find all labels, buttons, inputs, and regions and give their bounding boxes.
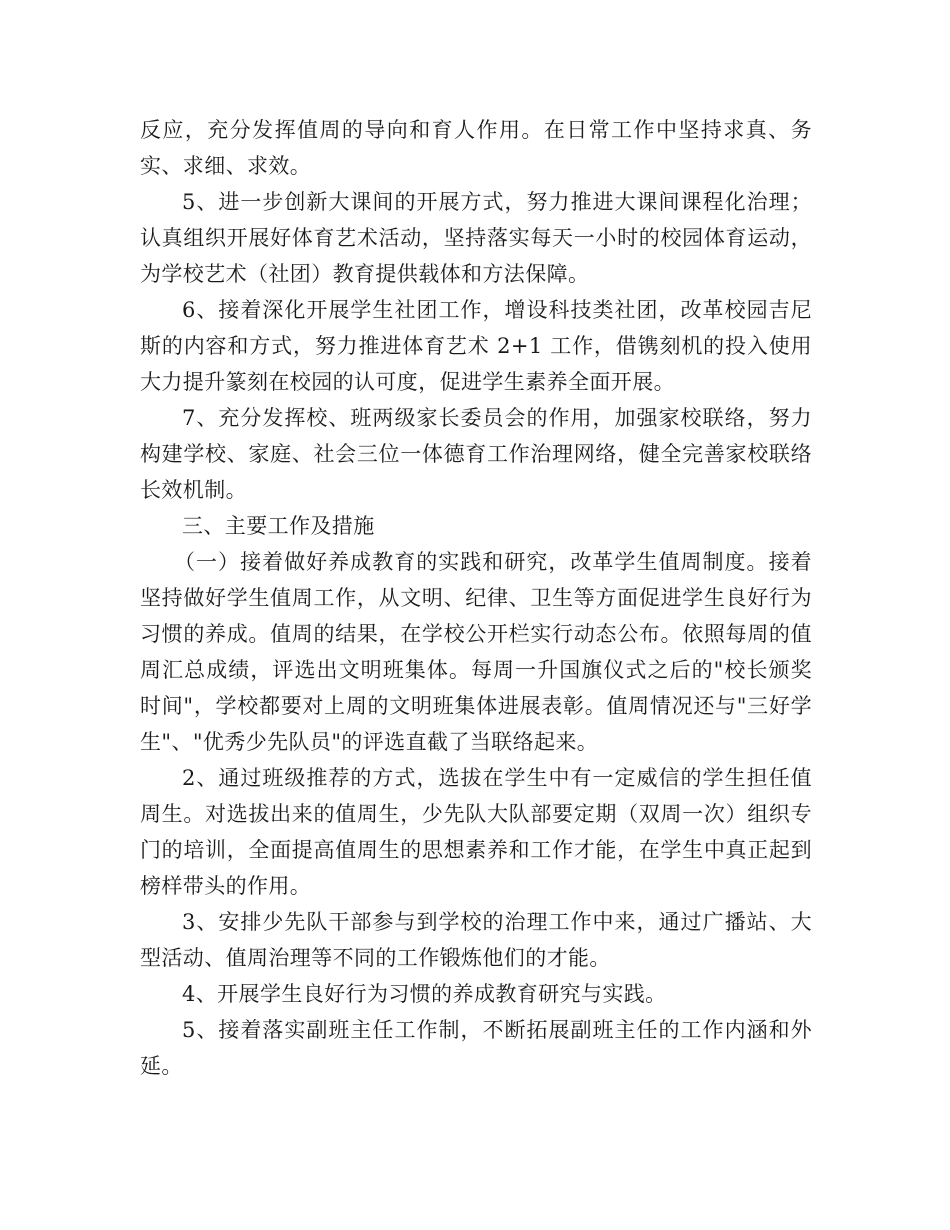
document-body (140, 112, 812, 1084)
paragraph-continuation: 反应，充分发挥值周的导向和育人作用。在日常工作中坚持求真、务实、求细、求效。 (140, 118, 812, 178)
paragraph-measure-5: 5、接着落实副班主任工作制，不断拓展副班主任的工作内涵和外延。 (140, 1018, 812, 1078)
paragraph-subsection-1: （一）接着做好养成教育的实践和研究，改革学生值周制度。接着坚持做好学生值周工作，从文明、纪律、卫生等方面促进学生良好行为习惯的养成。值周的结果，在学校公开栏实行动态公布。依照每周的值周汇总成绩，评选出文明班集体。每周一升国旗仪式之后的"校长颁奖时间"，学校都要对上周的文明班集体进展表彰。值周情况还与"三好学生"、"优秀少先队员"的评选直截了当联络起来。 (140, 550, 812, 754)
section-heading: 三、主要工作及措施 (182, 514, 375, 538)
paragraph-item-7: 7、充分发挥校、班两级家长委员会的作用，加强家校联络，努力构建学校、家庭、社会三位一体德育工作治理网络，健全完善家校联络长效机制。 (140, 406, 812, 502)
paragraph-measure-4: 4、开展学生良好行为习惯的养成教育研究与实践。 (182, 982, 667, 1006)
paragraph-measure-3: 3、安排少先队干部参与到学校的治理工作中来，通过广播站、大型活动、值周治理等不同的工作锻炼他们的才能。 (140, 910, 812, 970)
paragraph-measure-2: 2、通过班级推荐的方式，选拔在学生中有一定威信的学生担任值周生。对选拔出来的值周生，少先队大队部要定期（双周一次）组织专门的培训，全面提高值周生的思想素养和工作才能，在学生中真正起到榜样带头的作用。 (140, 766, 812, 898)
paragraph-item-6: 6、接着深化开展学生社团工作，增设科技类社团，改革校园吉尼斯的内容和方式，努力推进体育艺术 2+1 工作，借镌刻机的投入使用大力提升篆刻在校园的认可度，促进学生素养全面开展。 (140, 298, 812, 394)
paragraph-item-5: 5、进一步创新大课间的开展方式，努力推进大课间课程化治理；认真组织开展好体育艺术活动，坚持落实每天一小时的校园体育运动，为学校艺术（社团）教育提供载体和方法保障。 (140, 190, 812, 286)
